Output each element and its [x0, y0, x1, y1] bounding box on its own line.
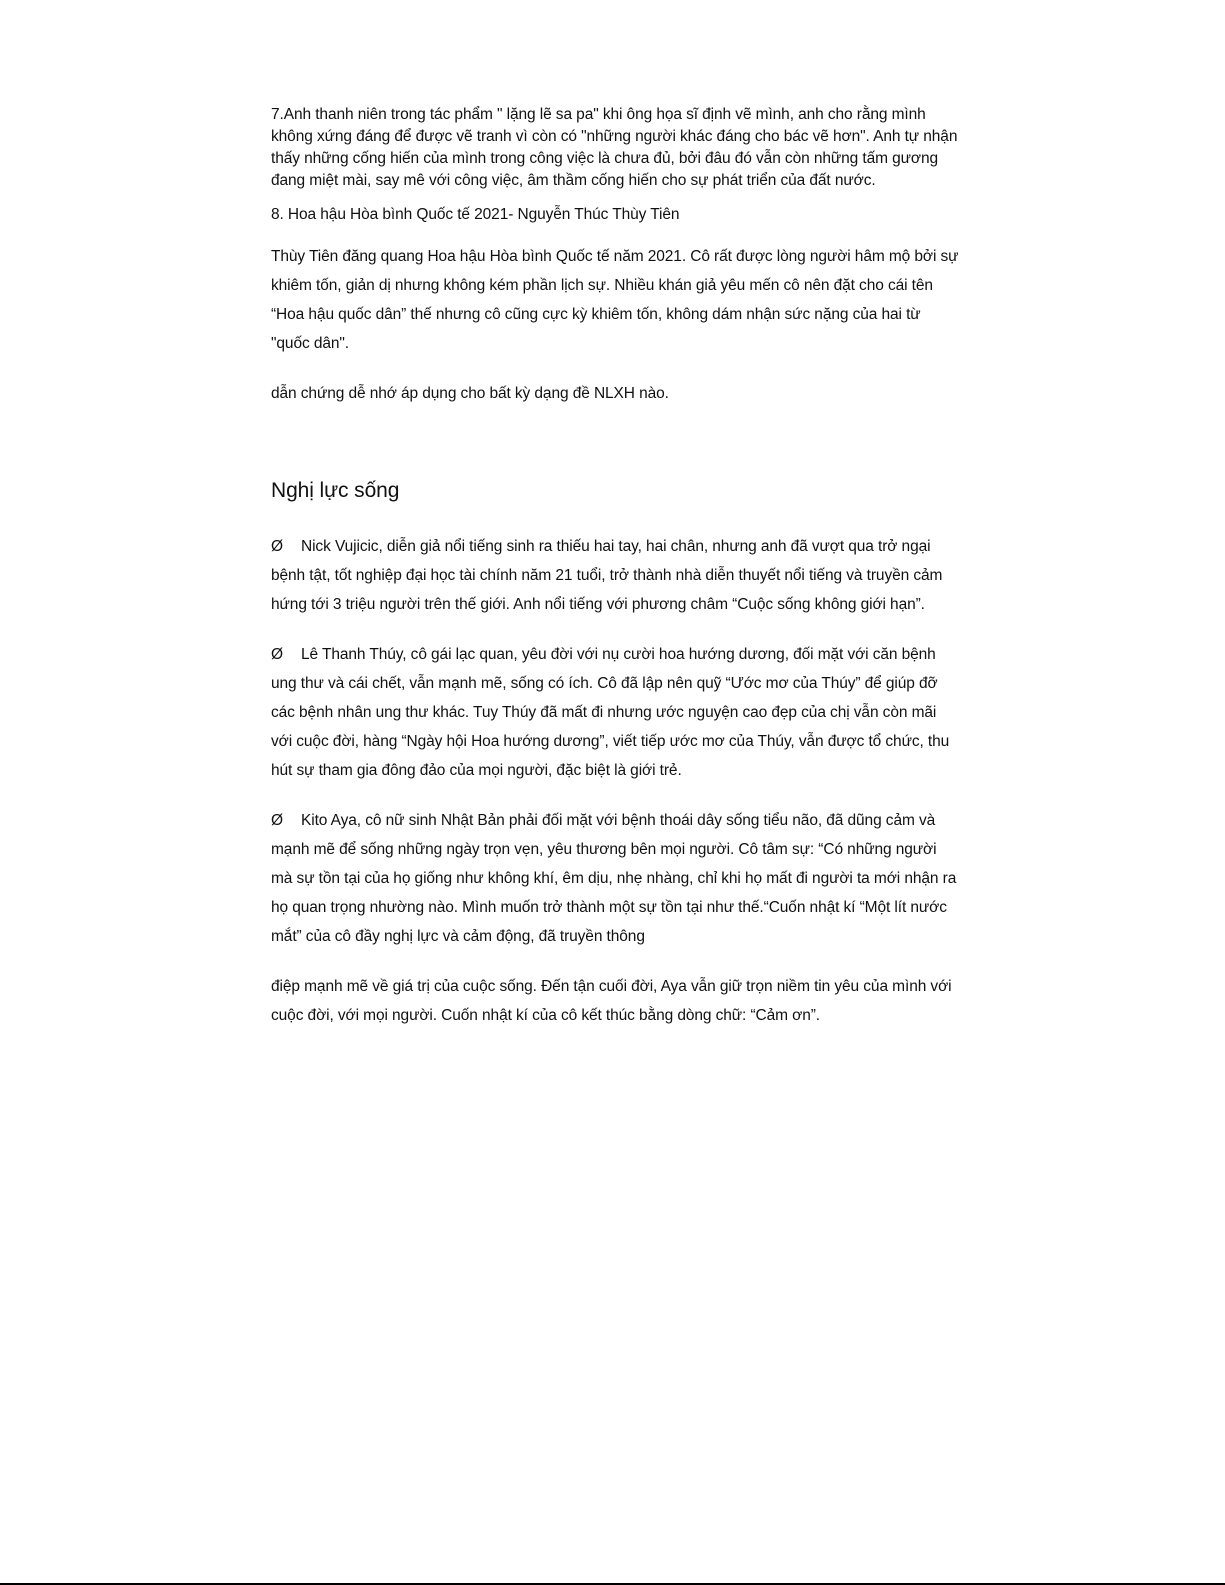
bullet-item-text: Kito Aya, cô nữ sinh Nhật Bản phải đối mặt với bệnh thoái dây sống tiểu não, đã dũng cảm và mạnh mẽ để sống những ngày trọn vẹn, yêu thương bên mọi người. Cô tâm sự: “Có những người mà sự tồn tại của họ giống như không khí, êm dịu, nhẹ nhàng, chỉ khi họ mất đi người ta mới nhận ra họ quan trọng nhường nào. Mình muốn trở thành một sự tồn tại như thế.“Cuốn nhật kí “Một lít nước mắt” của cô đầy nghị lực và cảm động, đã truyền thông	[271, 812, 957, 945]
bullet-symbol: Ø	[271, 646, 283, 663]
paragraph-7: 7.Anh thanh niên trong tác phẩm " lặng lẽ sa pa" khi ông họa sĩ định vẽ mình, anh cho rằng mình không xứng đáng để được vẽ tranh vì còn có "những người khác đáng cho bác vẽ hơn". Anh tự nhận thấy những cống hiến của mình trong công việc là chưa đủ, bởi đâu đó vẫn còn những tấm gương đang miệt mài, say mê với công việc, âm thầm cống hiến cho sự phát triển của đất nước.	[271, 106, 958, 189]
paragraph-8-body: Thùy Tiên đăng quang Hoa hậu Hòa bình Quốc tế năm 2021. Cô rất được lòng người hâm mộ bởi sự khiêm tốn, giản dị nhưng không kém phần lịch sự. Nhiều khán giả yêu mến cô nên đặt cho cái tên “Hoa hậu quốc dân” thế nhưng cô cũng cực kỳ khiêm tốn, không dám nhận sức nặng của hai từ "quốc dân".	[271, 248, 959, 352]
bullet-symbol: Ø	[271, 812, 283, 829]
note-paragraph: dẫn chứng dễ nhớ áp dụng cho bất kỳ dạng đề NLXH nào.	[271, 385, 669, 402]
bullet-symbol: Ø	[271, 538, 283, 555]
document-content	[271, 104, 961, 1030]
bullet-item-kito-aya	[271, 806, 961, 951]
bullet-item-text: Nick Vujicic, diễn giả nổi tiếng sinh ra thiếu hai tay, hai chân, nhưng anh đã vượt qua trở ngại bệnh tật, tốt nghiệp đại học tài chính năm 21 tuổi, trở thành nhà diễn thuyết nổi tiếng và truyền cảm hứng tới 3 triệu người trên thế giới. Anh nổi tiếng với phương châm “Cuộc sống không giới hạn”.	[271, 538, 943, 613]
bullet-item-nick-vujicic	[271, 532, 961, 619]
bullet-item-text: Lê Thanh Thúy, cô gái lạc quan, yêu đời với nụ cười hoa hướng dương, đối mặt với căn bệnh ung thư và cái chết, vẫn mạnh mẽ, sống có ích. Cô đã lập nên quỹ “Ước mơ của Thúy” để giúp đỡ các bệnh nhân ung thư khác. Tuy Thúy đã mất đi nhưng ước nguyện cao đẹp của chị vẫn còn mãi với cuộc đời, hàng “Ngày hội Hoa hướng dương”, viết tiếp ước mơ của Thúy, vẫn được tổ chức, thu hút sự tham gia đông đảo của mọi người, đặc biệt là giới trẻ.	[271, 646, 950, 779]
paragraph-8-title: 8. Hoa hậu Hòa bình Quốc tế 2021- Nguyễn Thúc Thùy Tiên	[271, 206, 680, 223]
bullet-item-le-thanh-thuy	[271, 640, 961, 785]
section-heading: Nghị lực sống	[271, 479, 400, 502]
bullet-item-kito-aya-continuation: điệp mạnh mẽ về giá trị của cuộc sống. Đến tận cuối đời, Aya vẫn giữ trọn niềm tin yêu của mình với cuộc đời, với mọi người. Cuốn nhật kí của cô kết thúc bằng dòng chữ: “Cảm ơn”.	[271, 978, 952, 1024]
